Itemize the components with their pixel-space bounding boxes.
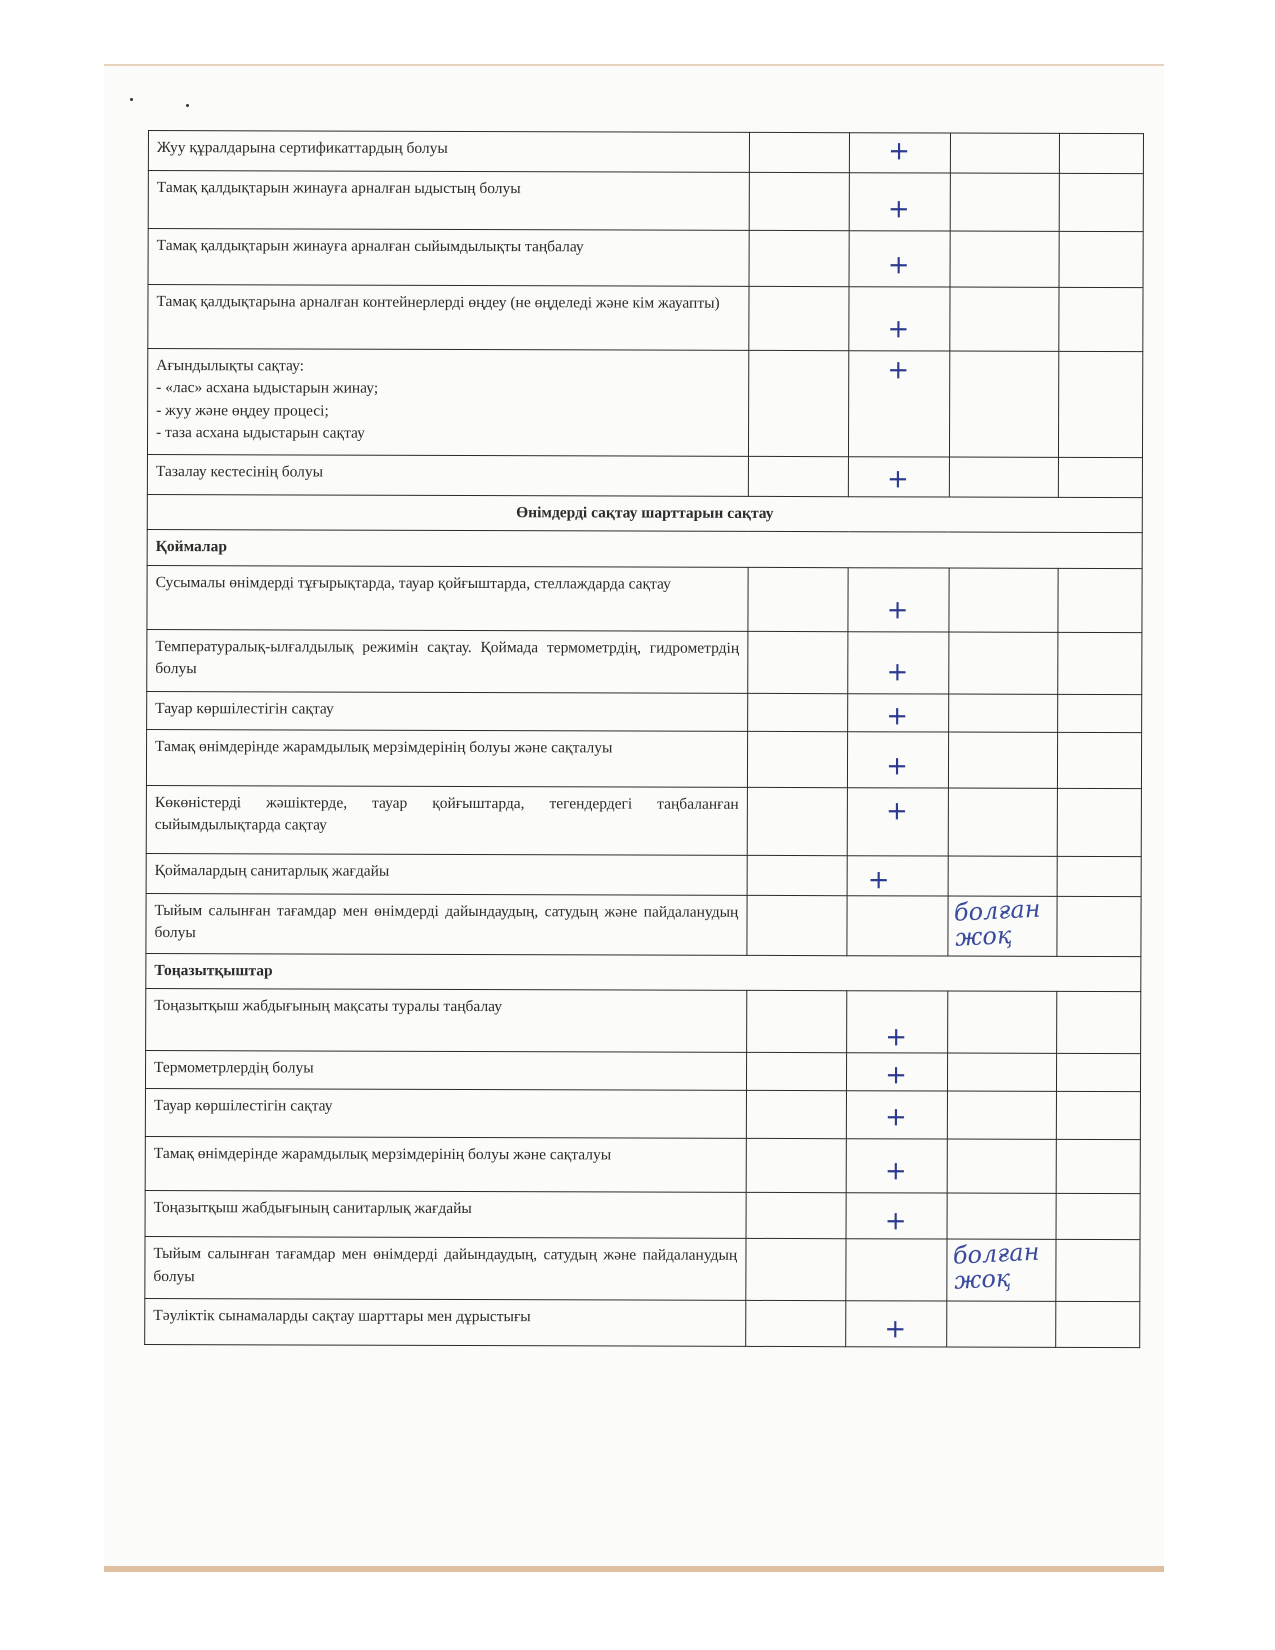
row-description: Тамақ қалдықтарына арналған контейнерлерді өңдеу (не өңделеді және кім жауапты)	[148, 285, 749, 351]
table-row	[147, 629, 1142, 694]
row-description: Тазалау кестесінің болуы	[147, 454, 748, 496]
handwritten-note: болған жоқ	[952, 894, 1041, 952]
table-row	[147, 565, 1142, 632]
table-row	[147, 691, 1142, 732]
check-mark: +	[886, 657, 909, 688]
warehouses-heading: Қоймалар	[147, 530, 1142, 569]
check-mark: +	[884, 1206, 907, 1237]
table-row	[145, 1089, 1140, 1140]
check-mark: +	[887, 355, 910, 386]
row-description: Тоңазытқыш жабдығының мақсаты туралы таңбалау	[146, 989, 747, 1053]
row-description: Сусымалы өнімдерді тұғырықтарда, тауар қойғыштарда, стеллаждарда сақтау	[147, 565, 748, 631]
check-mark: +	[885, 1022, 908, 1053]
check-mark: +	[887, 464, 909, 495]
row-description: Тауар көршілестігін сақтау	[147, 691, 748, 731]
row-description: Қоймалардың санитарлық жағдайы	[146, 853, 747, 895]
check-mark: +	[886, 595, 909, 626]
table-row	[147, 454, 1142, 497]
table-row	[145, 1191, 1140, 1240]
check-mark: +	[885, 1102, 907, 1133]
table-row	[148, 171, 1143, 232]
row-description: Тамақ өнімдерінде жарамдылық мерзімдерінің болуы және сақталуы	[145, 1137, 746, 1193]
row-description: Көкөністерді жәшіктерде, тауар қойғыштарда, тегендердегі таңбаланған сыйымдылықтарда сақтау	[146, 785, 747, 855]
check-mark: +	[886, 751, 909, 782]
row-description: Жуу құралдарына сертификаттардың болуы	[148, 131, 749, 173]
row-description: Тамақ қалдықтарын жинауға арналған ыдыстың болуы	[148, 171, 749, 231]
subsection-row	[147, 530, 1142, 569]
row-description: Тамақ қалдықтарын жинауға арналған сыйымдылықты таңбалау	[148, 229, 749, 287]
row-description: Тамақ өнімдерінде жарамдылық мерзімдерінің болуы және сақталуы	[146, 729, 747, 787]
table-row	[146, 989, 1141, 1054]
table-row	[148, 229, 1143, 288]
row-description: Тәуліктік сынамаларды сақтау шарттары мен дұрыстығы	[145, 1299, 746, 1347]
table-row	[145, 1137, 1140, 1194]
table-row	[147, 349, 1142, 458]
fridges-heading: Тоңазытқыштар	[146, 953, 1141, 992]
checklist-table	[144, 130, 1144, 1349]
table-row	[146, 893, 1141, 956]
check-mark: +	[885, 1060, 908, 1091]
section-row	[147, 494, 1142, 533]
row-description: Тауар көршілестігін сақтау	[145, 1089, 746, 1139]
table-row	[146, 729, 1141, 788]
check-mark: +	[888, 136, 910, 167]
table-row	[148, 285, 1143, 352]
table-row	[145, 1237, 1140, 1302]
handwritten-note: болған жоқ	[951, 1237, 1040, 1296]
table-row	[145, 1051, 1140, 1092]
table-row	[145, 1299, 1140, 1348]
check-mark: +	[887, 194, 910, 225]
row-description: Тыйым салынған тағамдар мен өнімдерді дайындаудың, сатудың және пайдаланудың болуы	[145, 1237, 746, 1301]
row-description: Тыйым салынған тағамдар мен өнімдерді дайындаудың, сатудың және пайдаланудың болуы	[146, 893, 747, 955]
row-description: Температуралық-ылғалдылық режимін сақтау. Қоймада термометрдің, гидрометрдің болуы	[147, 629, 748, 693]
row-description: Ағындылықты сақтау: - «лас» асхана ыдыстарын жинау; - жуу және өңдеу процесі; - таза асхана ыдыстарын сақтау	[147, 349, 748, 457]
section-title: Өнімдерді сақтау шарттарын сақтау	[147, 494, 1142, 533]
speck	[186, 104, 189, 107]
check-mark: +	[887, 250, 910, 281]
row-description: Термометрлердің болуы	[145, 1051, 746, 1091]
check-mark: +	[884, 1314, 907, 1345]
table-row	[146, 853, 1141, 896]
check-mark: +	[887, 314, 910, 345]
check-mark: +	[867, 865, 890, 896]
row-description: Тоңазытқыш жабдығының санитарлық жағдайы	[145, 1191, 746, 1239]
table-row	[146, 785, 1141, 856]
table-row	[148, 131, 1143, 174]
subsection-row	[146, 953, 1141, 992]
check-mark: +	[886, 701, 909, 732]
speck	[130, 98, 133, 101]
check-mark: +	[884, 1156, 907, 1187]
paper-edge-bottom	[104, 1566, 1164, 1572]
check-mark: +	[885, 796, 908, 827]
